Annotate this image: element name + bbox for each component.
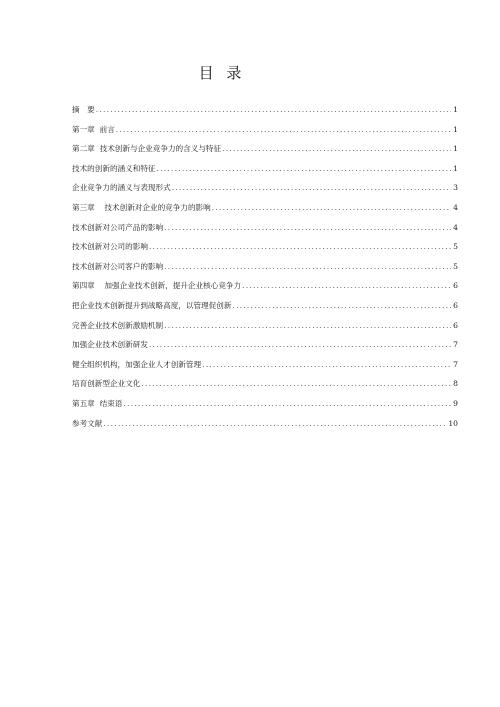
toc-dot-leader bbox=[149, 237, 451, 257]
toc-dot-leader bbox=[172, 178, 451, 198]
toc-entry-label: 技术的创新的涵义和特征 bbox=[72, 163, 156, 173]
toc-entry-label: 技术创新对公司的影响 bbox=[72, 242, 148, 252]
toc-dot-leader bbox=[164, 316, 451, 336]
toc-entry-page-number: 1 bbox=[453, 163, 458, 173]
toc-entry-page-number: 4 bbox=[453, 202, 458, 212]
toc-entry-page-number: 1 bbox=[453, 124, 458, 134]
toc-entry[interactable] bbox=[72, 139, 458, 159]
toc-dot-leader bbox=[222, 139, 451, 159]
toc-dot-leader bbox=[103, 414, 447, 434]
toc-dot-leader bbox=[157, 159, 451, 179]
toc-entry-page-number: 9 bbox=[453, 398, 458, 408]
toc-entry[interactable] bbox=[72, 316, 458, 336]
toc-entry-page-number: 5 bbox=[453, 242, 458, 252]
toc-entry-page-number: 4 bbox=[453, 222, 458, 232]
toc-entry[interactable] bbox=[72, 100, 458, 120]
toc-dot-leader bbox=[232, 296, 451, 316]
toc-entry-page-number: 6 bbox=[453, 300, 458, 310]
toc-entry-label: 把企业技术创新提升到战略高度，以管理促创新 bbox=[72, 300, 232, 310]
toc-dot-leader bbox=[164, 257, 451, 277]
toc-dot-leader bbox=[164, 218, 451, 238]
toc-entry-page-number: 10 bbox=[448, 418, 458, 428]
toc-entry[interactable] bbox=[72, 296, 458, 316]
toc-entry-label: 企业竞争力的涵义与表现形式 bbox=[72, 183, 171, 193]
toc-entry[interactable] bbox=[72, 218, 458, 238]
toc-entry[interactable] bbox=[72, 159, 458, 179]
toc-entry-page-number: 6 bbox=[453, 320, 458, 330]
toc-dot-leader bbox=[149, 335, 451, 355]
toc-dot-leader bbox=[141, 374, 451, 394]
toc-entry[interactable] bbox=[72, 335, 458, 355]
toc-entry-label: 技术创新对公司客户的影响 bbox=[72, 261, 164, 271]
toc-dot-leader bbox=[123, 394, 451, 414]
toc-dot-leader bbox=[202, 355, 451, 375]
toc-dot-leader bbox=[116, 120, 451, 140]
toc-entry[interactable] bbox=[72, 276, 458, 296]
toc-entry[interactable] bbox=[72, 120, 458, 140]
toc-entry-label: 技术创新对公司产品的影响 bbox=[72, 222, 164, 232]
toc-entry-label: 培育创新型企业文化 bbox=[72, 379, 141, 389]
toc-entry-page-number: 6 bbox=[453, 281, 458, 291]
toc-entry-label: 第二章 技术创新与企业竞争力的含义与特征 bbox=[72, 144, 222, 154]
toc-entry-label: 第三章 技术创新对企业的竞争力的影响 bbox=[72, 202, 211, 212]
toc-entry[interactable] bbox=[72, 355, 458, 375]
toc-entry[interactable] bbox=[72, 178, 458, 198]
toc-entry-label: 摘 要 bbox=[72, 105, 95, 114]
toc-list bbox=[72, 100, 458, 433]
toc-entry-page-number: 7 bbox=[453, 340, 458, 350]
toc-entry[interactable] bbox=[72, 237, 458, 257]
toc-entry-page-number: 1 bbox=[453, 105, 458, 114]
toc-entry[interactable] bbox=[72, 414, 458, 434]
toc-entry[interactable] bbox=[72, 257, 458, 277]
toc-entry[interactable] bbox=[72, 394, 458, 414]
toc-entry-label: 健全组织机构，加强企业人才创新管理 bbox=[72, 359, 202, 369]
toc-entry-page-number: 5 bbox=[453, 261, 458, 271]
toc-entry-label: 第一章 前言 bbox=[72, 124, 115, 134]
toc-entry[interactable] bbox=[72, 374, 458, 394]
toc-entry-label: 参考文献 bbox=[72, 418, 103, 428]
toc-entry-page-number: 3 bbox=[453, 183, 458, 193]
toc-dot-leader bbox=[96, 100, 451, 120]
toc-entry-label: 加强企业技术创新研发 bbox=[72, 340, 148, 350]
toc-entry-page-number: 1 bbox=[453, 144, 458, 154]
toc-entry-page-number: 7 bbox=[453, 359, 458, 369]
toc-entry-label: 第四章 加强企业技术创新，提升企业核心竞争力 bbox=[72, 281, 242, 291]
toc-entry-label: 完善企业技术创新激励机制 bbox=[72, 320, 164, 330]
toc-dot-leader bbox=[212, 198, 451, 218]
toc-entry-label: 第五章 结束语 bbox=[72, 398, 123, 408]
toc-dot-leader bbox=[242, 276, 451, 296]
toc-entry-page-number: 8 bbox=[453, 379, 458, 389]
toc-entry[interactable] bbox=[72, 198, 458, 218]
page-title: 目 录 bbox=[198, 64, 246, 82]
